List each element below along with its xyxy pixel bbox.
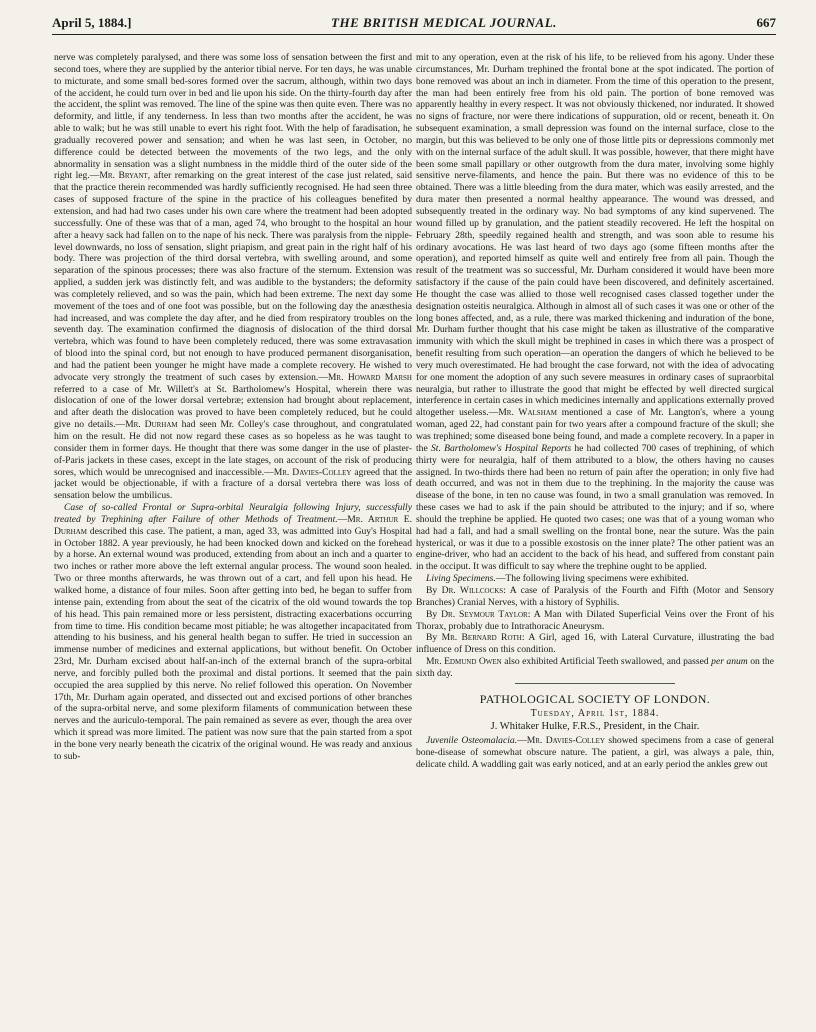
paragraph [54,52,412,502]
paragraph [416,609,774,633]
speaker-name: Mr. Bernard Roth [441,632,522,644]
speaker-name: Dr. Willcocks [441,584,504,596]
society-heading: PATHOLOGICAL SOCIETY OF LONDON. [479,691,711,706]
right-column [416,52,774,1020]
case-title: Case of so-called Frontal or Supra-orbital Neuralgia following Injury, successfully treated by Trephining after Failure of other Methods of Treatment. [54,502,412,525]
meeting-president: J. Whitaker Hulke, F.R.S., President, in the Chair. [490,721,700,733]
paragraph-text: By [426,584,442,596]
left-column [54,52,412,1020]
speaker-name: Mr. Howard Marsh [327,371,412,383]
paragraph-text: after remarking on the great interest of the case just related, said that the practice therein recommended was hardly sufficiently recognised. He had seen three cases of supposed fracture of the spine in the practice of his colleagues benefited by extension, and had had two cases under his own care where the treatment had been adopted successfully. One of these was that of a man, aged 74, who brought to the hospital an hour after a heavy sack had fallen on to the nape of his neck. There was paralysis from the nipple-level downwards, no loss of sensation, slight priapism, and great pain in the right half of his body. There was projection of the third dorsal vertebra, with swelling around, and some separation of the spinous processes; there was also fracture of the sternum. Extension was applied, a sudden jerk was distinctly felt, and was audible to the bystanders; the deformity was completely relieved, and so was the pain, which had been extreme. The next day some movement of the toes and of one foot was possible, but on the following day the anæsthesia had increased, and was complete the day after, and he died from respiratory troubles on the seventh day. The examination confirmed the diagnosis of dislocation of the third dorsal vertebra, which was found to have been completely reduced, there was some extravasation of blood into the spinal cord, but not enough to have produced permanent disorganisation, and had the patient been younger he might have made a complete recovery. He wished to advocate very strongly the treatment of such cases by extension.— [54,170,412,383]
running-header [52,12,776,35]
paragraph-text: By [426,608,442,620]
paragraph-text: described this case. The patient, a man, aged 33, was admitted into Guy's Hospital in October 1882. A year previously, he had been knocked down and kicked on the forehead by a horse. An external wound was produced, extending from about an inch and a quarter to two inches or rather more above the left external angular process. The wound soon healed. Two or three months afterwards, he was thrown out of a cart, and fell upon his head. He walked home, a distance of four miles. Soon after getting into bed, he began to suffer from intense pain, extending from about the seat of the cicatrix of the old wound towards the top of his head. This pain remained more or less persistent, distracting exacerbations occurring from time to time. His condition became most pitiable; he was altogether incapacitated from attending to his business, and his general health began to suffer. He tried in succession an immense number of medicines and external applications, but without benefit. On October 23rd, Mr. Durham excised about half-an-inch of the external branch of the supra-orbital nerve, and forcibly pulled both the proximal and distal portions. It seemed that the pain occupied the area supplied by this nerve. No relief followed this operation. On November 17th, Mr. Durham again operated, and dissected out and excised portions of other branches of the supra-orbital nerve, and some plexiform filaments of communication between these nerves and the auriculo-temporal. The pain remained as severe as ever, though the area over which it spread was more limited. The patient was now sure that the pain started from a spot in the bone very nearly beneath the cicatrix of the original wound. He was ready and anxious to sub- [54,525,412,762]
section-title: Living Specimens. [426,573,496,585]
speaker-name: Mr. Bryant, [99,170,151,182]
paragraph-text: mentioned a case of Mr. Langton's, where a young woman, aged 22, had constant pain for two years after a compound fracture of the skull; she was trephined; some diseased bone being found, and made a complete recovery. In a paper in the [416,407,774,454]
publication-reference: St. Bartholomew's Hospital Reports [431,442,572,454]
paragraph-text: also exhibited Artificial Teeth swallowed, and passed [501,656,712,668]
speaker-name: Mr. Arthur E. Durham [54,513,412,537]
paragraph-text: By [426,632,442,644]
page-number: 667 [756,15,776,30]
paragraph-text: —The following living specimens were exhibited. [495,573,689,585]
paragraph-text: agreed that the jacket would be objectionable, if with a fracture of a dorsal vertebra there was loss of sensation below the umbilicus. [54,466,412,502]
paragraph-text: he had collected 700 cases of trephining, of which thirty were for neuralgia, half of them attributed to a blow, the others having no causes assigned. In two-thirds there had been no return of pain after the operation; in only five had death occurred, and was not in them due to the trephining. In the majority the cause was disease of the bone, in ten no cause was found, in two a small granulation was removed. In these cases we had to ask if the pain should be attributed to the injury; and if so, where should the trephine be applied. He quoted two cases; one was that of a young woman who had had a fall, and had a small swelling on the frontal bone, near the suture. Was the pain hysterical, or was it due to a possible exostosis on the inner plate? The other patient was an engine-driver, who had an accident to the back of his head, and suffered from constant pain in the occiput. It was difficult to say where the trephine ought to be applied. [416,442,774,573]
paragraph: Case of so-called Frontal or Supra-orbital Neuralgia following Injury, successfully treated by Trephining after Failure of other Methods of Treatment.—Mr. Arthur E. Durham described this case. The patient, a man, aged 33, was admitted into Guy's Hospital in October 1882. A year previously, he had been knocked down and kicked on the forehead by a horse. An external wound was produced, extending from about an inch and a quarter to two inches or rather more above the left external angular process. The wound soon healed. Two or three months afterwards, he was thrown out of a cart, and fell upon his head. He walked home, a distance of four miles. Soon after getting into bed, he began to suffer from intense pain, extending from about the seat of the cicatrix of the old wound towards the top of his head. This pain remained more or less persistent, distracting exacerbations occurring from time to time. His condition became most pitiable; he was altogether incapacitated from attending to his business, and his general health began to suffer. He tried in succession an immense number of medicines and external applications, but without benefit. On October 23rd, Mr. Durham excised about half-an-inch of the external branch of the supra-orbital nerve, and forcibly pulled both the proximal and distal portions. It seemed that the pain occupied the area supplied by this nerve. No relief followed this operation. On November 17th, Mr. Durham again operated, and dissected out and excised portions of other branches of the supra-orbital nerve, and some plexiform filaments of communication between these nerves and the auriculo-temporal. The pain remained as severe as ever, though the area over which it spread was more limited. The patient was now sure that the pain started from a spot in the bone very nearly beneath the cicatrix of the original wound. He was ready and anxious to sub- [54,502,412,762]
speaker-name: Mr. Edmund Owen [426,656,502,668]
paragraph [416,573,774,585]
paragraph-text: had seen Mr. Colley's case throughout, and congratulated him on the result. He did not now regard these cases as so hopeless as he was taught to consider them in former days. He thought that there was some danger in the use of plaster-of-Paris jackets in these cases, except in the late stages, on account of the risk of producing sores, which would be unrecognised and inaccessible.— [54,419,412,478]
paragraph-text: : A Man with Dilated Superficial Veins over the Front of his Thorax, probably due to Intrathoracic Aneurysm. [416,608,774,632]
case-title: Juvenile Osteomalacia. [426,735,518,747]
paragraph: Juvenile Osteomalacia.—Mr. Davies-Colley showed specimens from a case of general bone-disease of somewhat obscure nature. The patient, a girl, was always a pale, thin, delicate child. A waddling gait was early noticed, and at an early period the ankles grew out [416,735,774,770]
paragraph-text: : A Girl, aged 16, with Lateral Curvature, illustrating the bad influence of Dress on this condition. [416,632,774,656]
speaker-name: Dr. Seymour Taylor [441,608,528,620]
paragraph-text: showed specimens from a case of general bone-disease of somewhat obscure nature. The patient, a girl, was always a pale, thin, delicate child. A waddling gait was early noticed, and at an early period the ankles grew out [416,735,774,770]
speaker-name: Mr. Durham [125,419,178,431]
speaker-name: Mr. Walsham [498,407,558,419]
paragraph-text: referred to a case of Mr. Willett's at St. Bartholomew's Hospital, wherein there was dislocation of one of the lower dorsal vertebræ; extension had brought about replacement, and after death the dislocation was proved to have been completely reduced, but he could give no details.— [54,383,412,431]
paragraph-text: mit to any operation, even at the risk of his life, to be relieved from his agony. Under these circumstances, Mr. Durham trephined the frontal bone at the spot indicated. The portion of bone removed was about an inch in diameter. From the time of this operation to the present, the man had been entirely free from his old pain. The portion of bone removed was apparently healthy in every respect. It was not obviously thickened, nor indurated. It showed no signs of fracture, nor were there indications of suppuration, old or recent, beneath it. On subsequent examination, a small depression was found on the internal surface, close to the margin, but this was believed to be only one of those little pits or depressions commonly met with on the internal surface of the adult skull. It was possible, however, that there might have been some small papillary or other outgrowth from the dura mater, involving some highly sensitive nerve-filaments, and hence the pain. But there was no evidence of this to be obtained. There was a little bleeding from the dura mater, which was easily arrested, and the dura mater then presented a normal healthy appearance. The wound was dressed, and subsequently treated in the ordinary way. No bad symptoms of any kind supervened. The wound filled up by granulation, and the patient steadily recovered. He left the hospital on February 28th, speedily regained health and strength, and was soon able to resume his ordinary avocations. He was last heard of two days ago (some fifteen months after the operation), and reported himself as quite well and entirely free from all pain. Though the result of the treatment was so successful, Mr. Durham considered it would have been more satisfactory if the cause of the pain could have been discovered, and definitely ascertained. He thought the case was allied to those well recognised cases classed together under the designation osteitis neuralgica. Although in almost all of such cases it was one or other of the long bones affected, and, as a rule, there was marked thickening and induration of the bone, Mr. Durham further thought that his case might be taken as illustrative of the comparative immunity with which the skull might be trephined in cases in which there was a prospect of benefit resulting from such operation—an operation the dangers of which he believed to be very much overestimated. He had brought the case forward, not with the idea of advocating for one moment the adoption of any such severe measures in ordinary cases of supraorbital neuralgia, but rather to illustrate the good that might be effected by well directed surgical interference in certain cases in which medicines internally and applications externally proved altogether useless.— [416,52,774,419]
meeting-date: Tuesday, April 1st, 1884. [530,707,660,719]
journal-title: THE BRITISH MEDICAL JOURNAL. [331,15,557,30]
paragraph [416,632,774,656]
speaker-name: Mr. Davies-Colley [526,735,605,747]
paragraph [416,656,774,680]
paragraph [416,52,774,573]
issue-date: April 5, 1884.] [52,15,132,30]
paragraph-text: nerve was completely paralysed, and there was some loss of sensation between the first and second toes, where they are supplied by the anterior tibial nerve. For ten days, he was unable to micturate, and some small bed-sores formed over the sacrum, although, within two days of the accident, he could turn over in bed and lie upon his side. On the thirty-fourth day after the accident, the splint was removed. The line of the spine was then quite even. There was no deformity, and little, if any tenderness. In less than two months after the accident, he was able to walk; but he was still unable to evert his right foot. With the help of faradisation, he gradually recovered power and sensation; and when he was last seen, in October, no difference could be detected between the movements of the two legs, and the only abnormality in sensation was a slight numbness in the middle third of the outer side of the right leg.— [54,52,412,182]
paragraph-text: : A case of Paralysis of the Fourth and Fifth (Motor and Sensory Branches) Cranial Nerves, with a history of Syphilis. [416,584,774,608]
paragraph [416,585,774,609]
speaker-name: Mr. Davies-Colley [273,466,352,478]
latin-phrase: per anum [711,656,748,668]
section-divider [515,683,675,684]
paragraph-text: on the sixth day. [416,656,774,679]
